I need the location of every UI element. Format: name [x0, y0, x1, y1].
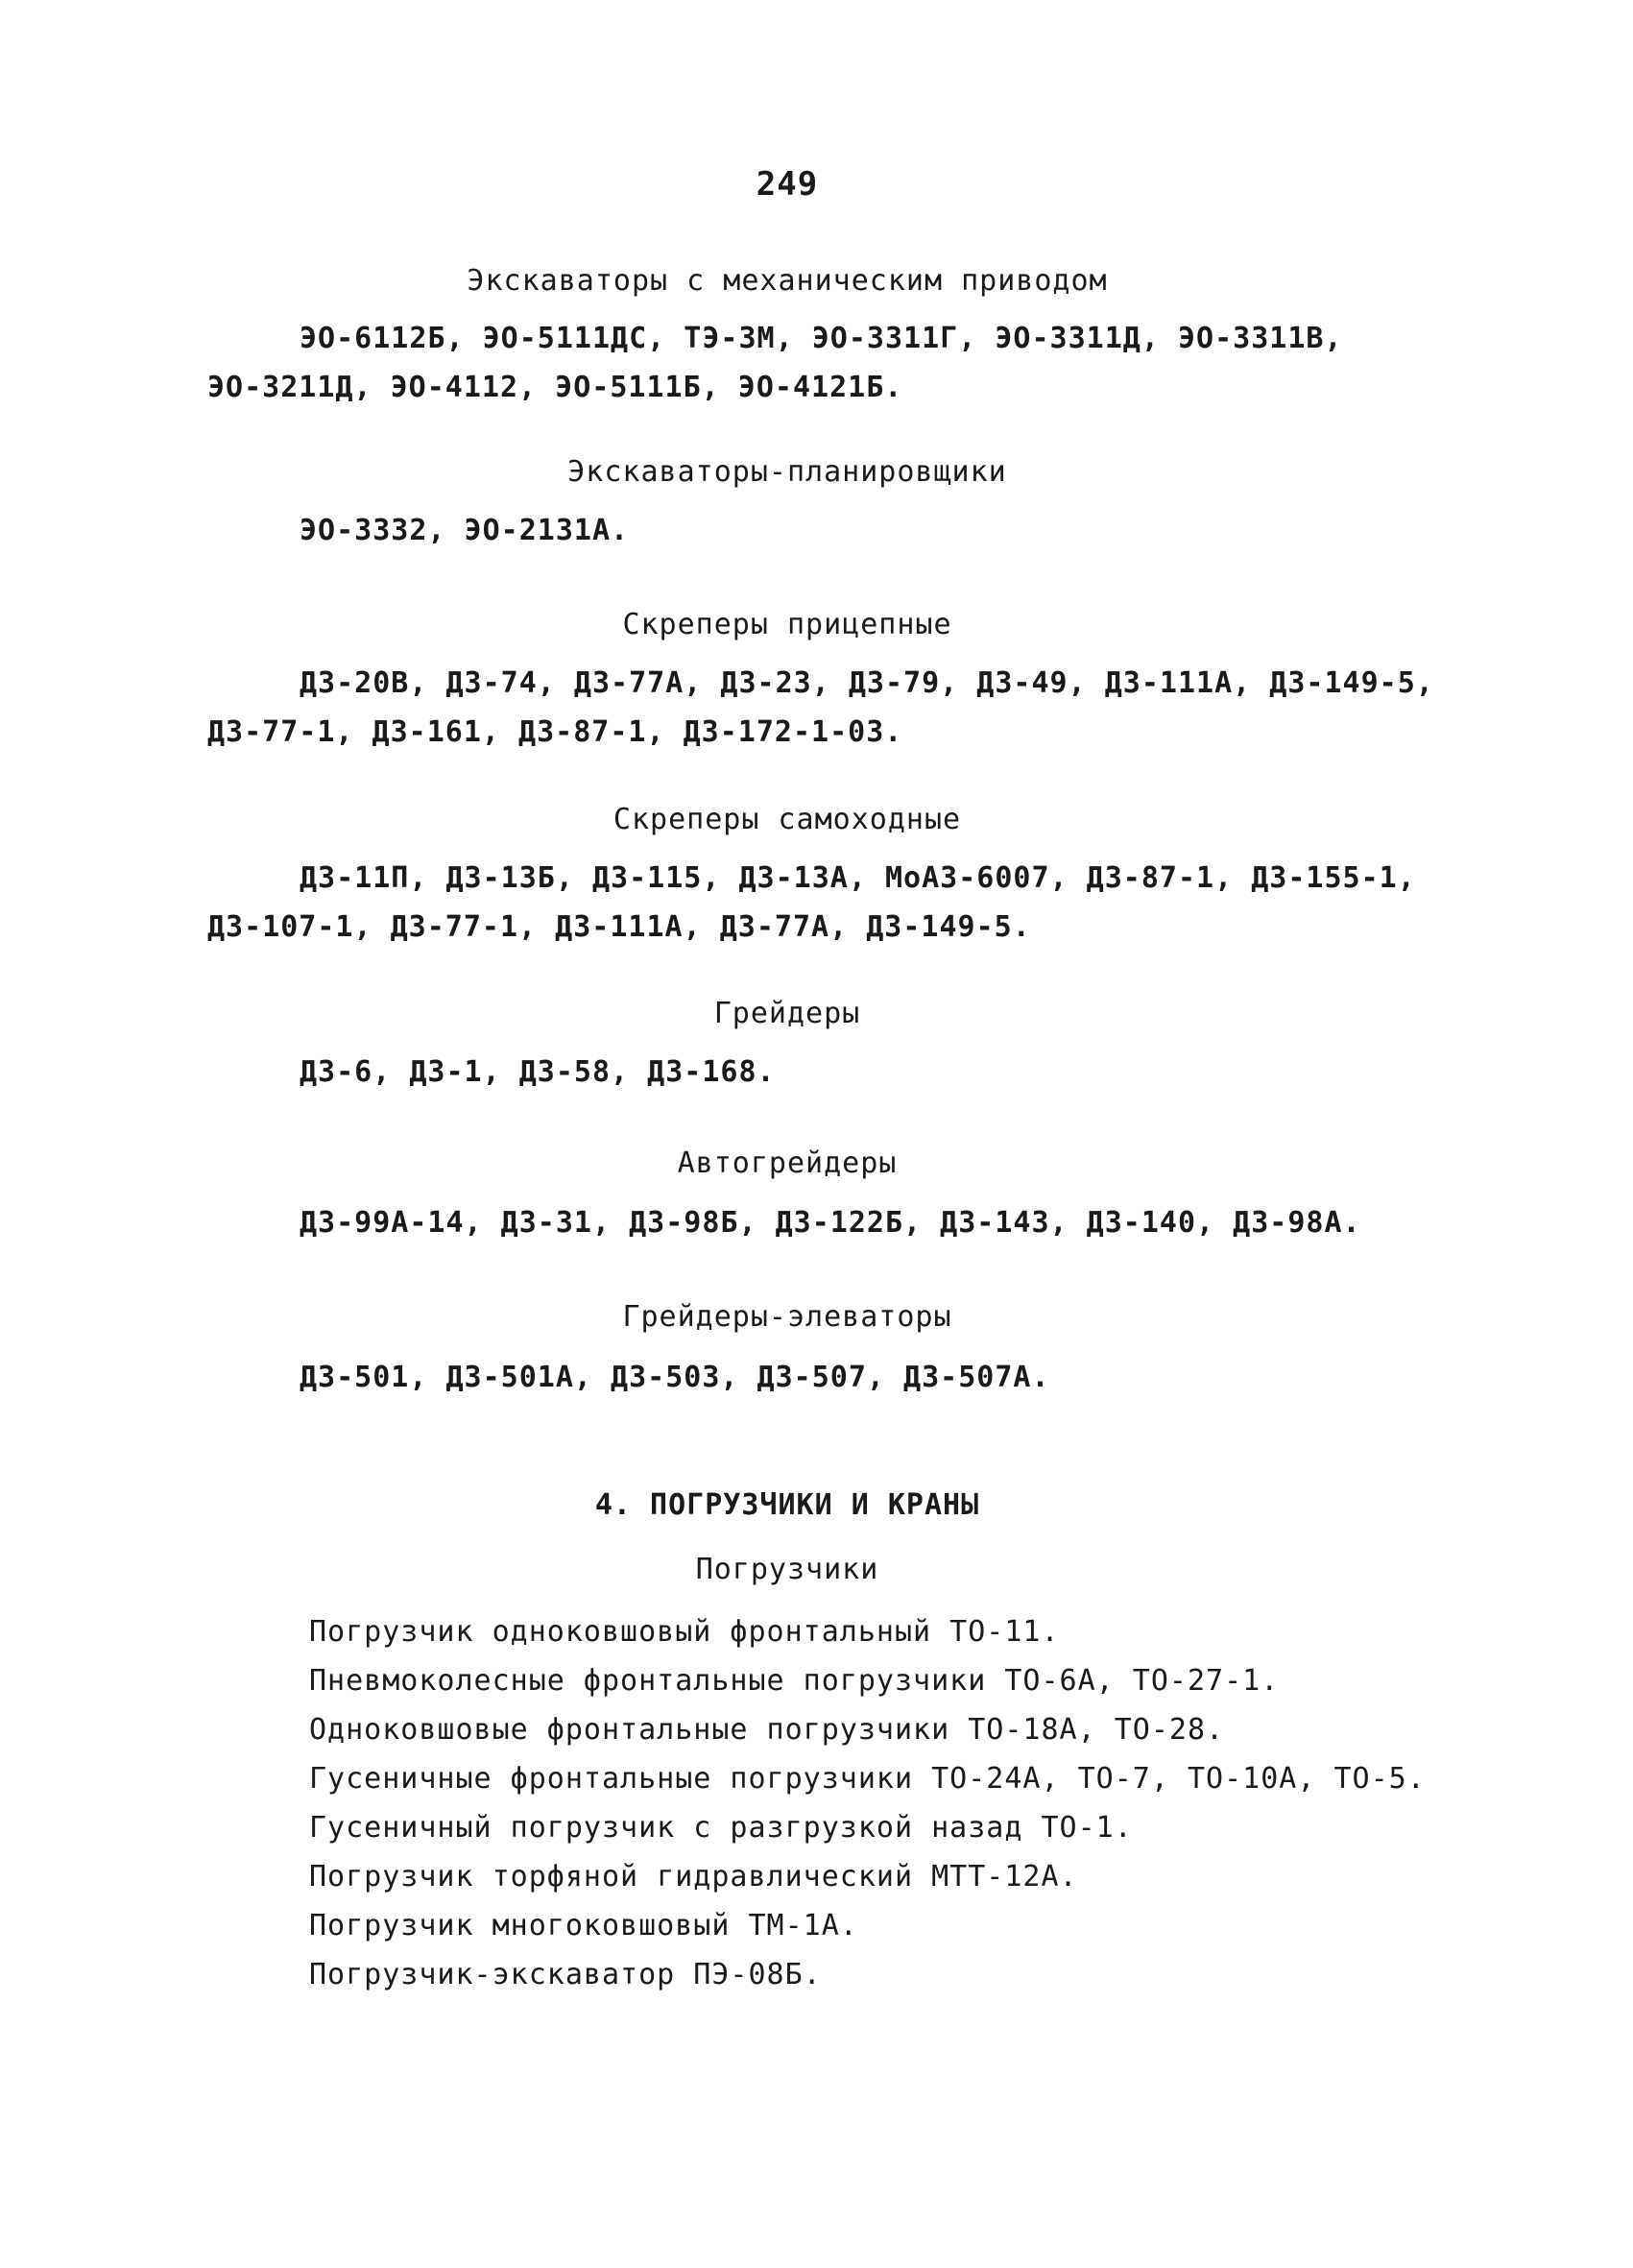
- page-number: 249: [756, 165, 819, 204]
- loaders-list-item: Пневмоколесные фронтальные погрузчики ТО-6А, ТО-27-1.: [309, 1664, 1280, 1698]
- loaders-list-item: Гусеничный погрузчик с разгрузкой назад ТО-1.: [309, 1811, 1133, 1845]
- loaders-list-item: Погрузчик многоковшовый ТМ-1А.: [309, 1909, 858, 1942]
- loaders-list-item: Погрузчик-экскаватор ПЭ-08Б.: [309, 1958, 822, 1991]
- scrapers-towed-line-1: ДЗ-20В, ДЗ-74, ДЗ-77А, ДЗ-23, ДЗ-79, ДЗ-49, ДЗ-111А, ДЗ-149-5,: [300, 666, 1434, 700]
- section-title-loaders: Погрузчики: [695, 1553, 879, 1586]
- loaders-list-item: Одноковшовые фронтальные погрузчики ТО-18А, ТО-28.: [309, 1713, 1225, 1747]
- motor-graders-line-1: ДЗ-99А-14, ДЗ-31, ДЗ-98Б, ДЗ-122Б, ДЗ-143, ДЗ-140, ДЗ-98А.: [300, 1206, 1361, 1240]
- section-title-scrapers-towed: Скреперы прицепные: [622, 608, 952, 641]
- chapter-title: 4. ПОГРУЗЧИКИ И КРАНЫ: [594, 1488, 980, 1522]
- loaders-list-item: Погрузчик одноковшовый фронтальный ТО-11.: [309, 1615, 1060, 1649]
- section-title-excavators-plan: Экскаваторы-планировщики: [567, 455, 1007, 489]
- excavators-mech-line-2: ЭО-3211Д, ЭО-4112, ЭО-5111Б, ЭО-4121Б.: [207, 371, 903, 404]
- scrapers-self-line-1: ДЗ-11П, ДЗ-13Б, ДЗ-115, ДЗ-13А, МоАЗ-6007, ДЗ-87-1, ДЗ-155-1,: [300, 861, 1416, 895]
- loaders-list-item: Погрузчик торфяной гидравлический МТТ-12А.: [309, 1860, 1078, 1894]
- section-title-grader-elevators: Грейдеры-элеваторы: [622, 1300, 952, 1334]
- excavators-mech-line-1: ЭО-6112Б, ЭО-5111ДС, ТЭ-3М, ЭО-3311Г, ЭО-3311Д, ЭО-3311В,: [300, 322, 1343, 355]
- scrapers-towed-line-2: ДЗ-77-1, ДЗ-161, ДЗ-87-1, ДЗ-172-1-03.: [207, 715, 903, 749]
- loaders-list-item: Гусеничные фронтальные погрузчики ТО-24А, ТО-7, ТО-10А, ТО-5.: [309, 1762, 1426, 1796]
- graders-line-1: ДЗ-6, ДЗ-1, ДЗ-58, ДЗ-168.: [300, 1055, 776, 1089]
- section-title-graders: Грейдеры: [713, 997, 861, 1030]
- section-title-excavators-mech: Экскаваторы с механическим приводом: [467, 264, 1108, 298]
- grader-elevators-line-1: ДЗ-501, ДЗ-501А, ДЗ-503, ДЗ-507, ДЗ-507А.: [300, 1361, 1050, 1394]
- section-title-scrapers-self: Скреперы самоходные: [612, 803, 962, 836]
- section-title-motor-graders: Автогрейдеры: [677, 1146, 898, 1180]
- excavators-plan-line-1: ЭО-3332, ЭО-2131А.: [300, 514, 630, 547]
- scrapers-self-line-2: ДЗ-107-1, ДЗ-77-1, ДЗ-111А, ДЗ-77А, ДЗ-149-5.: [207, 910, 1031, 944]
